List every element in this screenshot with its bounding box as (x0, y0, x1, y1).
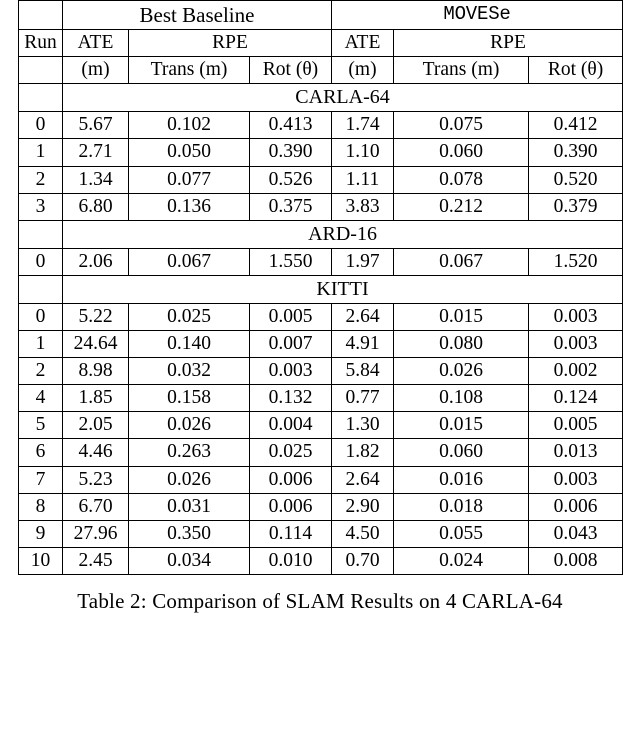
cell-baseline-trans: 0.102 (129, 112, 250, 139)
cell-movese-rot: 0.006 (529, 493, 623, 520)
header-movese-rpe: RPE (394, 30, 623, 57)
cell-baseline-rot: 0.390 (250, 139, 332, 166)
cell-run: 7 (19, 466, 63, 493)
table-row (19, 412, 623, 439)
cell-movese-rot: 0.005 (529, 412, 623, 439)
cell-movese-trans: 0.080 (394, 330, 529, 357)
cell-baseline-ate: 5.23 (63, 466, 129, 493)
header-movese: MOVESe (332, 1, 623, 30)
cell-movese-ate: 2.64 (332, 466, 394, 493)
cell-movese-trans: 0.075 (394, 112, 529, 139)
table-header-units (19, 57, 623, 84)
cell-baseline-rot: 0.003 (250, 357, 332, 384)
table-row (19, 357, 623, 384)
cell-movese-trans: 0.026 (394, 357, 529, 384)
cell-movese-ate: 1.11 (332, 166, 394, 193)
header-baseline-trans: Trans (m) (129, 57, 250, 84)
header-corner-blank (19, 1, 63, 30)
cell-baseline-rot: 0.006 (250, 466, 332, 493)
section-run-blank (19, 275, 63, 303)
cell-baseline-ate: 6.80 (63, 193, 129, 220)
cell-baseline-trans: 0.158 (129, 385, 250, 412)
cell-movese-ate: 4.91 (332, 330, 394, 357)
cell-baseline-ate: 2.05 (63, 412, 129, 439)
cell-movese-ate: 0.70 (332, 548, 394, 575)
table-row (19, 439, 623, 466)
cell-baseline-rot: 0.132 (250, 385, 332, 412)
cell-run: 0 (19, 248, 63, 275)
cell-movese-rot: 0.003 (529, 466, 623, 493)
cell-baseline-ate: 5.22 (63, 303, 129, 330)
cell-baseline-trans: 0.032 (129, 357, 250, 384)
section-header-row (19, 275, 623, 303)
cell-run: 2 (19, 357, 63, 384)
header-baseline-ate: ATE (63, 30, 129, 57)
cell-run: 4 (19, 385, 63, 412)
cell-movese-rot: 0.043 (529, 521, 623, 548)
cell-baseline-ate: 1.34 (63, 166, 129, 193)
cell-baseline-trans: 0.026 (129, 412, 250, 439)
cell-baseline-trans: 0.350 (129, 521, 250, 548)
cell-movese-trans: 0.015 (394, 303, 529, 330)
section-title: KITTI (63, 275, 623, 303)
cell-movese-trans: 0.016 (394, 466, 529, 493)
cell-movese-ate: 0.77 (332, 385, 394, 412)
cell-movese-ate: 4.50 (332, 521, 394, 548)
cell-movese-trans: 0.067 (394, 248, 529, 275)
cell-movese-rot: 1.520 (529, 248, 623, 275)
cell-movese-ate: 3.83 (332, 193, 394, 220)
cell-baseline-rot: 0.004 (250, 412, 332, 439)
cell-movese-trans: 0.108 (394, 385, 529, 412)
header-movese-ate: ATE (332, 30, 394, 57)
cell-baseline-rot: 0.114 (250, 521, 332, 548)
table-row (19, 112, 623, 139)
table-body (19, 1, 623, 575)
cell-baseline-trans: 0.031 (129, 493, 250, 520)
cell-run: 9 (19, 521, 63, 548)
table-row (19, 521, 623, 548)
cell-baseline-ate: 4.46 (63, 439, 129, 466)
cell-run: 3 (19, 193, 63, 220)
cell-movese-ate: 1.74 (332, 112, 394, 139)
cell-baseline-rot: 0.526 (250, 166, 332, 193)
cell-baseline-trans: 0.263 (129, 439, 250, 466)
table-row (19, 248, 623, 275)
cell-movese-ate: 5.84 (332, 357, 394, 384)
cell-baseline-trans: 0.025 (129, 303, 250, 330)
cell-run: 2 (19, 166, 63, 193)
cell-baseline-rot: 0.005 (250, 303, 332, 330)
cell-run: 10 (19, 548, 63, 575)
cell-movese-trans: 0.024 (394, 548, 529, 575)
table-row (19, 466, 623, 493)
cell-movese-ate: 2.64 (332, 303, 394, 330)
cell-movese-rot: 0.520 (529, 166, 623, 193)
cell-run: 0 (19, 303, 63, 330)
section-run-blank (19, 220, 63, 248)
table-row (19, 303, 623, 330)
header-best-baseline: Best Baseline (63, 1, 332, 30)
table-caption: Table 2: Comparison of SLAM Results on 4 CARLA-64 (77, 589, 563, 614)
table-row (19, 166, 623, 193)
section-header-row (19, 220, 623, 248)
header-movese-ate-unit: (m) (332, 57, 394, 84)
table-header-groups (19, 1, 623, 30)
cell-baseline-rot: 0.413 (250, 112, 332, 139)
cell-baseline-ate: 27.96 (63, 521, 129, 548)
section-run-blank (19, 84, 63, 112)
cell-run: 8 (19, 493, 63, 520)
cell-run: 1 (19, 330, 63, 357)
cell-movese-trans: 0.060 (394, 439, 529, 466)
cell-baseline-ate: 24.64 (63, 330, 129, 357)
cell-baseline-trans: 0.026 (129, 466, 250, 493)
cell-movese-rot: 0.013 (529, 439, 623, 466)
cell-baseline-rot: 0.010 (250, 548, 332, 575)
cell-movese-rot: 0.390 (529, 139, 623, 166)
cell-baseline-ate: 5.67 (63, 112, 129, 139)
cell-run: 6 (19, 439, 63, 466)
section-header-row (19, 84, 623, 112)
table-row (19, 139, 623, 166)
cell-movese-trans: 0.060 (394, 139, 529, 166)
table-row (19, 385, 623, 412)
cell-baseline-trans: 0.077 (129, 166, 250, 193)
table-row (19, 548, 623, 575)
slam-results-table (18, 0, 623, 575)
cell-baseline-trans: 0.136 (129, 193, 250, 220)
cell-movese-rot: 0.379 (529, 193, 623, 220)
cell-baseline-ate: 2.06 (63, 248, 129, 275)
cell-movese-trans: 0.055 (394, 521, 529, 548)
table-header-metrics (19, 30, 623, 57)
section-title: ARD-16 (63, 220, 623, 248)
cell-movese-trans: 0.015 (394, 412, 529, 439)
header-baseline-ate-unit: (m) (63, 57, 129, 84)
cell-baseline-trans: 0.034 (129, 548, 250, 575)
cell-movese-ate: 1.10 (332, 139, 394, 166)
cell-baseline-trans: 0.067 (129, 248, 250, 275)
cell-baseline-trans: 0.050 (129, 139, 250, 166)
cell-movese-ate: 1.82 (332, 439, 394, 466)
cell-run: 1 (19, 139, 63, 166)
cell-baseline-ate: 8.98 (63, 357, 129, 384)
cell-movese-ate: 1.97 (332, 248, 394, 275)
header-run: Run (19, 30, 63, 57)
cell-movese-rot: 0.003 (529, 303, 623, 330)
cell-movese-rot: 0.003 (529, 330, 623, 357)
header-baseline-rot: Rot (θ) (250, 57, 332, 84)
cell-movese-trans: 0.018 (394, 493, 529, 520)
cell-movese-ate: 1.30 (332, 412, 394, 439)
cell-movese-trans: 0.078 (394, 166, 529, 193)
header-baseline-rpe: RPE (129, 30, 332, 57)
cell-baseline-rot: 0.006 (250, 493, 332, 520)
cell-baseline-rot: 0.007 (250, 330, 332, 357)
cell-baseline-ate: 2.45 (63, 548, 129, 575)
cell-baseline-ate: 6.70 (63, 493, 129, 520)
cell-run: 5 (19, 412, 63, 439)
cell-movese-ate: 2.90 (332, 493, 394, 520)
cell-run: 0 (19, 112, 63, 139)
section-title: CARLA-64 (63, 84, 623, 112)
cell-baseline-rot: 0.375 (250, 193, 332, 220)
cell-movese-rot: 0.008 (529, 548, 623, 575)
cell-baseline-ate: 1.85 (63, 385, 129, 412)
cell-movese-rot: 0.124 (529, 385, 623, 412)
table-row (19, 493, 623, 520)
cell-movese-rot: 0.412 (529, 112, 623, 139)
cell-baseline-rot: 0.025 (250, 439, 332, 466)
header-run-blank (19, 57, 63, 84)
header-movese-trans: Trans (m) (394, 57, 529, 84)
cell-baseline-rot: 1.550 (250, 248, 332, 275)
header-movese-rot: Rot (θ) (529, 57, 623, 84)
cell-baseline-trans: 0.140 (129, 330, 250, 357)
cell-baseline-ate: 2.71 (63, 139, 129, 166)
table-row (19, 193, 623, 220)
table-row (19, 330, 623, 357)
cell-movese-rot: 0.002 (529, 357, 623, 384)
cell-movese-trans: 0.212 (394, 193, 529, 220)
